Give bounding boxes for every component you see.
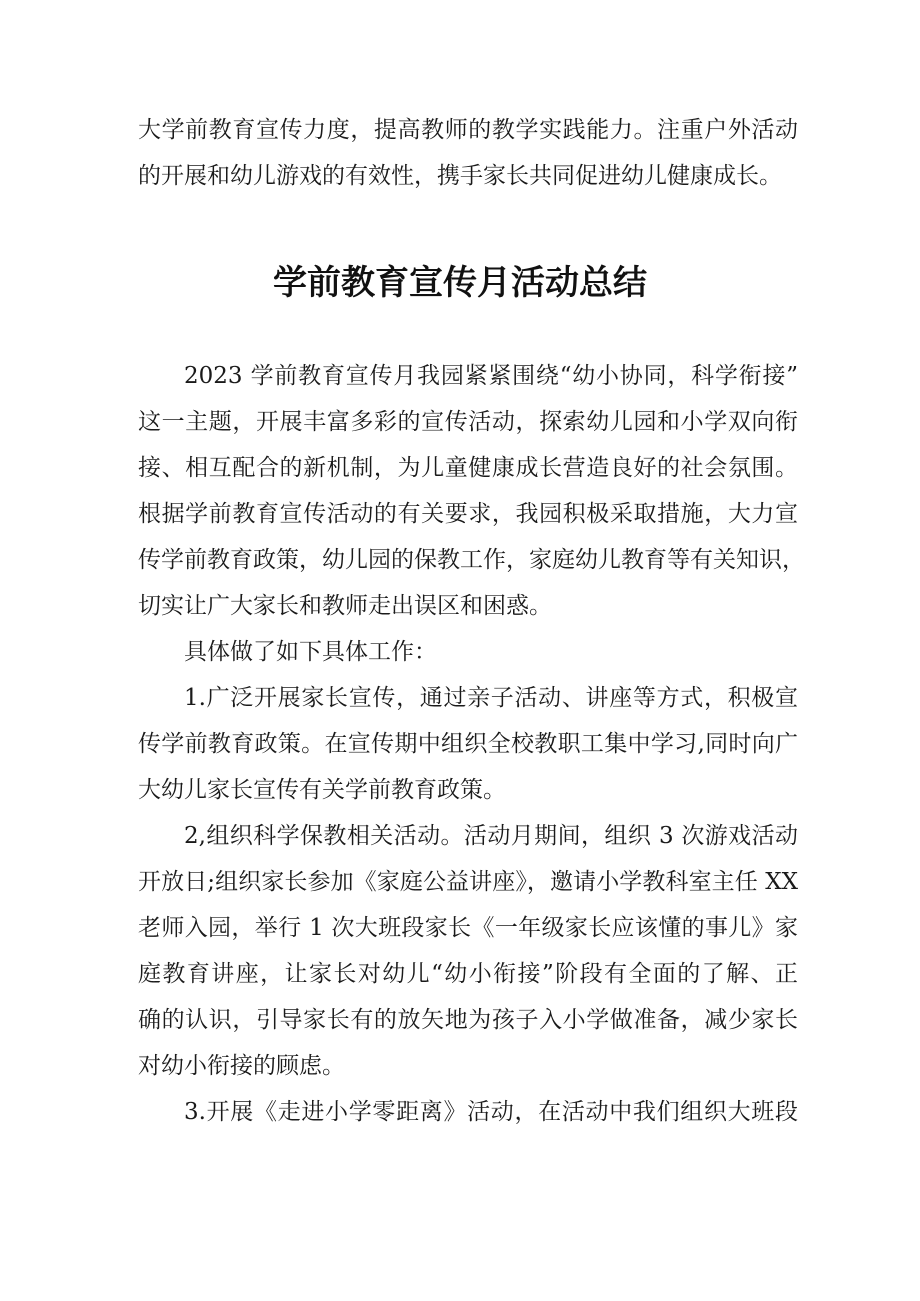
text-line: 开放日;组织家长参加《家庭公益讲座》，邀请小学教科室主任 XX — [138, 869, 798, 895]
text-line: 切实让广大家长和教师走出误区和困惑。 — [138, 593, 552, 619]
text-line: 传学前教育政策，幼儿园的保教工作，家庭幼儿教育等有关知识， — [138, 547, 805, 573]
text-line: 接、相互配合的新机制，为儿童健康成长营造良好的社会氛围。 — [138, 455, 798, 481]
document-title: 学前教育宣传月活动总结 — [273, 263, 647, 303]
text-line: 大学前教育宣传力度，提高教师的教学实践能力。注重户外活动 — [138, 117, 798, 143]
intro-paragraph — [138, 107, 798, 199]
text-line: 对幼小衔接的顾虑。 — [138, 1053, 345, 1079]
text-line: 这一主题，开展丰富多彩的宣传活动，探索幼儿园和小学双向衔 — [138, 409, 798, 435]
text-line: 传学前教育政策。在宣传期中组织全校教职工集中学习,同时向广 — [138, 731, 798, 757]
text-line: 的开展和幼儿游戏的有效性，携手家长共同促进幼儿健康成长。 — [138, 163, 782, 189]
text-line: 老师入园，举行 1 次大班段家长《一年级家长应该懂的事儿》家 — [138, 915, 798, 941]
text-line: 1.广泛开展家长宣传，通过亲子活动、讲座等方式，积极宣 — [184, 685, 798, 711]
text-line: 2023 学前教育宣传月我园紧紧围绕“幼小协同，科学衔接” — [184, 363, 798, 389]
text-line: 根据学前教育宣传活动的有关要求，我园积极采取措施，大力宣 — [138, 501, 798, 527]
text-line: 3.开展《走进小学零距离》活动，在活动中我们组织大班段 — [184, 1099, 798, 1125]
text-line: 确的认识，引导家长有的放矢地为孩子入小学做准备，减少家长 — [138, 1007, 798, 1033]
summary-body — [138, 353, 805, 1135]
text-line: 大幼儿家长宣传有关学前教育政策。 — [138, 777, 506, 803]
text-line: 具体做了如下具体工作： — [184, 639, 437, 665]
text-line: 庭教育讲座，让家长对幼儿“幼小衔接”阶段有全面的了解、正 — [138, 961, 798, 987]
text-line: 2,组织科学保教相关活动。活动月期间，组织 3 次游戏活动 — [184, 823, 798, 849]
